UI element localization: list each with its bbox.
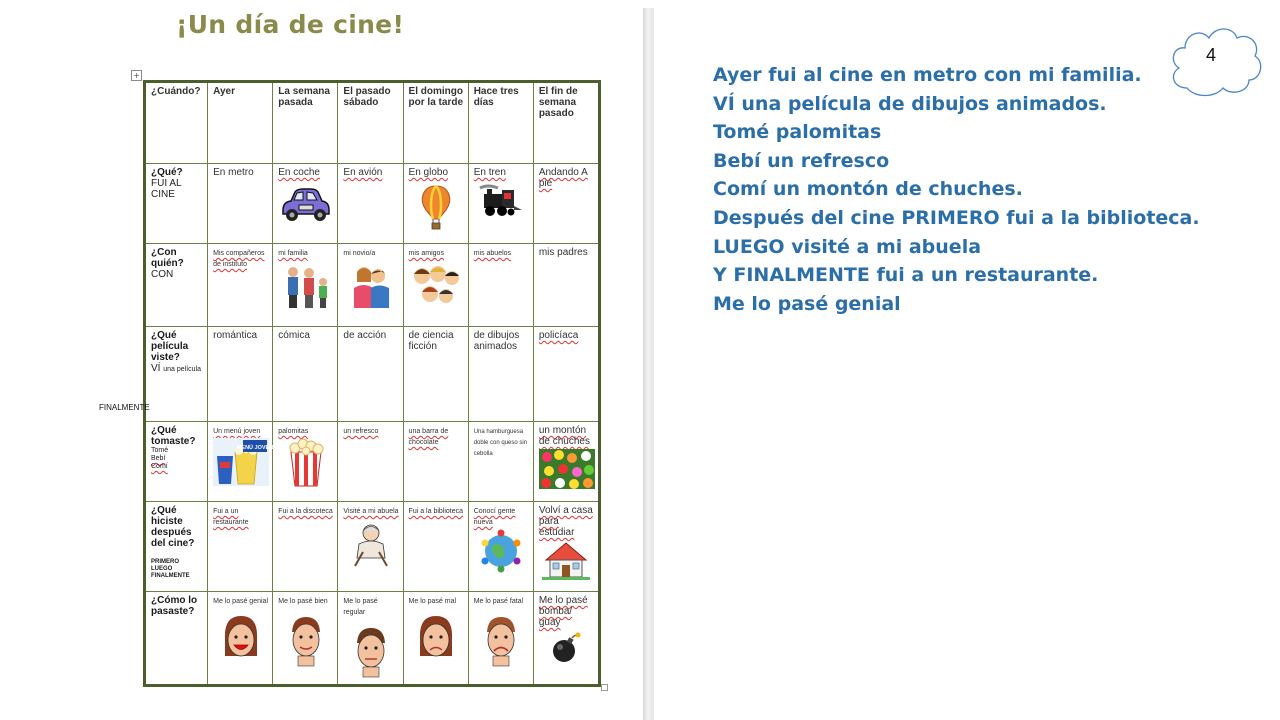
table-row-despues — [145, 502, 600, 592]
row-head-despues-sub-2: LUEGO — [151, 566, 173, 572]
cell-con-novio-text: mi novio/a — [343, 250, 376, 257]
cell-tomaste-menu-text: Un menú joven — [213, 428, 261, 435]
cell-pelicula-comica-text: cómica — [278, 330, 310, 341]
cell-despues-casa — [533, 502, 599, 592]
cell-tomaste-chocolate — [403, 422, 468, 502]
cell-con-novio — [338, 244, 403, 327]
face-icon — [350, 623, 392, 677]
table-move-handle-icon[interactable]: + — [131, 70, 142, 81]
cell-con-companeros-text: Mis compañeros de instituto — [213, 250, 265, 268]
narrative-line: Tomé palomitas — [713, 121, 882, 144]
cell-que-avion — [338, 164, 403, 244]
narrative-line: Me lo pasé genial — [713, 292, 901, 315]
narrative-line: Y FINALMENTE fui a un restaurante. — [713, 264, 1099, 287]
worksheet-title: ¡Un día de cine! — [176, 10, 405, 39]
row-head-con-quien-sub: CON — [151, 269, 174, 280]
cell-pelicula-romantica-text: romántica — [213, 330, 258, 341]
table-row-como — [145, 592, 600, 686]
row-head-despues-sub-1: PRIMERO — [151, 559, 180, 565]
cell-con-abuelos — [468, 244, 533, 327]
cell-que-tren — [468, 164, 533, 244]
cell-despues-biblioteca — [403, 502, 468, 592]
cell-que-avion-text: En avión — [343, 167, 383, 178]
cell-con-padres-text: mis padres — [538, 247, 588, 258]
cell-que-andando-text: Andando A pié — [538, 167, 588, 189]
row-head-con-quien — [145, 244, 208, 327]
row-head-pelicula-sub — [151, 363, 203, 374]
cell-despues-discoteca — [273, 502, 338, 592]
cell-que-metro-text: En metro — [213, 167, 254, 178]
row-head-pelicula-sub-a: VÍ — [151, 363, 161, 374]
face-icon — [285, 612, 327, 666]
cell-como-regular-text: Me lo pasé regular — [343, 598, 378, 616]
header-cell-pasado-sabado: El pasado sábado — [338, 82, 403, 164]
table-row-con-quien — [145, 244, 600, 327]
table-row-que — [145, 164, 600, 244]
side-label-finalmente: FINALMENTE — [99, 403, 150, 412]
cell-que-andando — [533, 164, 599, 244]
row-head-pelicula-label: ¿Qué película viste? — [151, 330, 189, 363]
row-head-que-label: ¿Qué? — [151, 167, 183, 178]
row-head-tomaste — [145, 422, 208, 502]
narrative-line: LUEGO visité a mi abuela — [713, 235, 982, 258]
cell-despues-biblioteca-text: Fui a la biblioteca — [408, 508, 464, 515]
cell-como-fatal — [468, 592, 533, 686]
cell-despues-restaurante — [208, 502, 273, 592]
cell-pelicula-dibujos — [468, 327, 533, 422]
train-icon — [478, 184, 524, 220]
cell-como-bomba-text: Me lo pasé bomba/ guay — [538, 595, 588, 628]
table-row-tomaste — [145, 422, 600, 502]
cell-despues-discoteca-text: Fui a la discoteca — [278, 508, 333, 515]
cell-que-globo-text: En globo — [408, 167, 449, 178]
cell-despues-gente — [468, 502, 533, 592]
cell-pelicula-accion — [338, 327, 403, 422]
popcorn-icon — [285, 438, 327, 486]
row-head-que — [145, 164, 208, 244]
cell-con-amigos — [403, 244, 468, 327]
row-head-con-quien-label: ¿Con quién? — [151, 247, 184, 269]
face-icon — [415, 612, 457, 666]
cell-como-bien-text: Me lo pasé bien — [278, 598, 328, 605]
cell-tomaste-hamburguesa — [468, 422, 533, 502]
cell-pelicula-ciencia-ficcion — [403, 327, 468, 422]
cell-como-mal-text: Me lo pasé mal — [408, 598, 457, 605]
cell-tomaste-chuches-text: un montón de chuches — [538, 425, 590, 447]
cell-con-padres — [533, 244, 599, 327]
cell-como-fatal-text: Me lo pasé fatal — [473, 598, 524, 605]
cell-con-companeros — [208, 244, 273, 327]
hot-air-balloon-icon — [419, 184, 453, 232]
cell-tomaste-palomitas — [273, 422, 338, 502]
menu-joven-badge-text: MENÚ JOVEN — [236, 445, 274, 451]
cell-como-bien — [273, 592, 338, 686]
cell-pelicula-policiaca-text: policíaca — [538, 330, 579, 341]
cell-pelicula-dibujos-text: de dibujos animados — [473, 330, 520, 352]
cell-que-coche-text: En coche — [278, 167, 320, 178]
cell-despues-casa-text: Volví a casa para estudiar — [538, 505, 593, 538]
row-head-tomaste-sub-2: Bebí — [151, 455, 166, 462]
row-head-tomaste-sub-3: Comí — [151, 463, 168, 470]
header-cell-cuando: ¿Cuándo? — [145, 82, 208, 164]
cell-pelicula-romantica — [208, 327, 273, 422]
narrative-line: VÍ una película de dibujos animados. — [713, 92, 1107, 115]
cell-tomaste-palomitas-text: palomitas — [278, 428, 309, 435]
cell-con-familia-text: mi familia — [278, 250, 308, 257]
cell-tomaste-refresco-text: un refresco — [343, 428, 379, 435]
cell-con-abuelos-text: mis abuelos — [473, 250, 512, 257]
cell-pelicula-policiaca — [533, 327, 599, 422]
cell-pelicula-comica — [273, 327, 338, 422]
cell-despues-abuela — [338, 502, 403, 592]
row-head-pelicula — [145, 327, 208, 422]
cell-como-regular — [338, 592, 403, 686]
friends-icon — [410, 264, 462, 306]
cell-como-genial-text: Me lo pasé genial — [213, 598, 268, 605]
header-cell-domingo-tarde: El domingo por la tarde — [403, 82, 468, 164]
row-head-despues — [145, 502, 208, 592]
cell-pelicula-ciencia-ficcion-text: de ciencia ficción — [408, 330, 454, 352]
cell-como-genial — [208, 592, 273, 686]
cell-despues-restaurante-text: Fui a un restaurante — [213, 508, 249, 526]
row-head-despues-label: ¿Qué hiciste después del cine? — [151, 505, 195, 549]
header-cell-ayer: Ayer — [208, 82, 273, 164]
face-icon — [220, 612, 262, 666]
cell-tomaste-refresco — [338, 422, 403, 502]
row-head-despues-sub-3: FINALMENTE — [151, 573, 190, 579]
header-cell-semana-pasada: La semana pasada — [273, 82, 338, 164]
row-head-como — [145, 592, 208, 686]
cell-tomaste-chocolate-text: una barra de chocolate — [408, 428, 449, 446]
cell-que-tren-text: En tren — [473, 167, 506, 178]
car-icon — [279, 184, 333, 224]
cell-que-globo — [403, 164, 468, 244]
cell-con-amigos-text: mis amigos — [408, 250, 444, 257]
grandmother-icon — [351, 522, 391, 566]
row-head-tomaste-label: ¿Qué tomaste? — [151, 425, 196, 447]
row-head-que-sub: FUI AL CINE — [151, 178, 182, 200]
header-cell-hace-tres-dias: Hace tres días — [468, 82, 533, 164]
cell-tomaste-chuches — [533, 422, 599, 502]
candy-icon — [539, 449, 595, 489]
narrative-line: Bebí un refresco — [713, 149, 890, 172]
bomb-icon — [551, 632, 581, 664]
narrative-text — [713, 61, 1200, 318]
cell-tomaste-hamburguesa-text: Una hamburguesa doble con queso sin cebolla — [473, 429, 528, 457]
header-cell-fin-de-semana: El fin de semana pasado — [533, 82, 599, 164]
row-head-como-label: ¿Cómo lo pasaste? — [151, 595, 198, 617]
narrative-line: Comí un montón de chuches. — [713, 178, 1023, 201]
cell-que-metro — [208, 164, 273, 244]
table-row-pelicula — [145, 327, 600, 422]
cell-que-coche — [273, 164, 338, 244]
row-head-tomaste-sub-1: Tomé — [151, 447, 169, 454]
narrative-line: Después del cine PRIMERO fui a la biblioteca. — [713, 206, 1200, 229]
cell-como-bomba — [533, 592, 599, 686]
menu-joven-icon — [213, 438, 274, 486]
face-icon — [480, 612, 522, 666]
cell-con-familia — [273, 244, 338, 327]
family-icon — [281, 264, 331, 310]
worksheet-table — [143, 80, 601, 687]
people-globe-icon — [479, 529, 523, 573]
cell-despues-abuela-text: Visité a mi abuela — [343, 508, 399, 515]
page-divider — [643, 8, 654, 720]
cell-tomaste-menu — [208, 422, 273, 502]
table-row-header — [145, 82, 600, 164]
cell-pelicula-accion-text: de acción — [343, 330, 387, 341]
row-head-pelicula-sub-b: una película — [163, 366, 201, 373]
cell-despues-gente-text: Conocí gente nueva — [473, 508, 516, 526]
slide-number: 4 — [1205, 45, 1216, 65]
narrative-line: Ayer fui al cine en metro con mi familia. — [713, 64, 1142, 86]
house-icon — [542, 540, 590, 580]
couple-icon — [349, 264, 393, 310]
cell-como-mal — [403, 592, 468, 686]
table-resize-handle[interactable] — [601, 684, 608, 691]
